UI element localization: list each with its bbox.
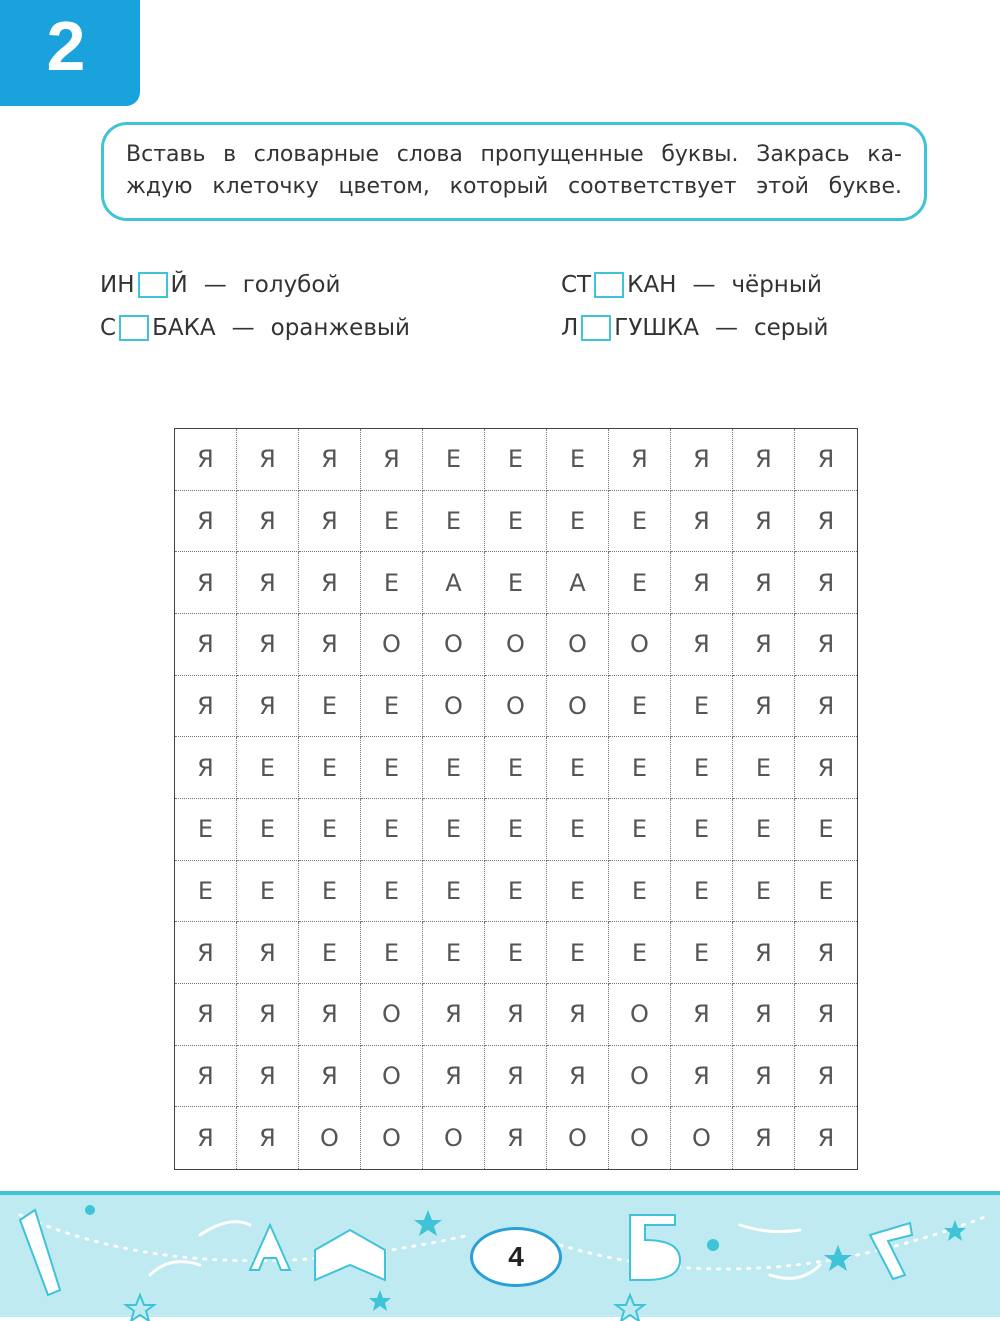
word-prefix: ИН [100,272,135,298]
grid-cell[interactable]: Я [795,552,857,614]
grid-cell[interactable]: Е [423,922,485,984]
grid-cell[interactable]: Е [423,861,485,923]
grid-cell[interactable]: Я [175,614,237,676]
grid-cell[interactable]: Е [795,861,857,923]
grid-cell[interactable]: Е [237,861,299,923]
word-suffix: Й [170,272,188,298]
grid-cell[interactable]: Я [671,984,733,1046]
missing-letter-box[interactable] [581,315,611,341]
grid-cell[interactable]: Я [237,1046,299,1108]
grid-cell[interactable]: Я [175,491,237,553]
grid-cell[interactable]: Е [299,922,361,984]
grid-cell[interactable]: Я [237,984,299,1046]
grid-cell[interactable]: Я [733,1046,795,1108]
dash: — [692,272,716,298]
grid-cell[interactable]: Е [609,922,671,984]
grid-cell[interactable]: Е [671,861,733,923]
grid-cell[interactable]: Е [361,922,423,984]
grid-cell[interactable]: Е [485,799,547,861]
grid-cell[interactable]: О [609,614,671,676]
grid-cell[interactable]: Е [175,861,237,923]
grid-cell[interactable]: Е [423,799,485,861]
grid-cell[interactable]: А [423,552,485,614]
grid-cell[interactable]: Е [671,799,733,861]
grid-cell[interactable]: Е [299,737,361,799]
grid-cell[interactable]: Я [423,984,485,1046]
word-suffix: КАН [627,272,677,298]
grid-cell[interactable]: О [609,1107,671,1169]
grid-cell[interactable]: О [485,676,547,738]
grid-cell[interactable]: Е [609,799,671,861]
grid-cell[interactable]: Е [299,676,361,738]
grid-cell[interactable]: Е [547,799,609,861]
grid-cell[interactable]: Я [671,1046,733,1108]
grid-cell[interactable]: Я [795,676,857,738]
instruction-line-1: Вставь в словарные слова пропущенные буквы. Закрась ка- [126,142,902,167]
grid-cell[interactable]: Е [485,922,547,984]
grid-cell[interactable]: Е [671,676,733,738]
grid-cell[interactable]: Е [485,861,547,923]
grid-cell[interactable]: Я [299,984,361,1046]
grid-cell[interactable]: Я [299,614,361,676]
grid-cell[interactable]: Я [671,614,733,676]
grid-cell[interactable]: Я [485,1107,547,1169]
grid-cell[interactable]: Я [733,552,795,614]
task-number: 2 [46,7,86,85]
missing-letter-box[interactable] [138,272,168,298]
grid-cell[interactable]: Е [609,676,671,738]
grid-cell[interactable]: О [547,1107,609,1169]
word-item-1 [100,268,340,302]
grid-cell[interactable]: Е [361,552,423,614]
grid-cell[interactable]: Е [733,737,795,799]
grid-cell[interactable]: Я [671,491,733,553]
grid-cell[interactable]: О [361,614,423,676]
grid-cell[interactable]: Я [175,984,237,1046]
grid-cell[interactable]: Е [547,491,609,553]
grid-cell[interactable]: Е [485,429,547,491]
grid-cell[interactable]: Е [609,552,671,614]
grid-cell[interactable]: Я [175,676,237,738]
grid-cell[interactable]: Я [175,552,237,614]
grid-cell[interactable]: Е [733,861,795,923]
word-item-2 [561,268,822,302]
grid-cell[interactable]: О [423,1107,485,1169]
grid-cell[interactable]: Я [795,491,857,553]
grid-cell[interactable]: Е [547,922,609,984]
grid-cell[interactable]: Е [485,552,547,614]
grid-cell[interactable]: О [423,676,485,738]
color-label: чёрный [731,272,822,298]
grid-cell[interactable]: Я [299,552,361,614]
grid-cell[interactable]: Е [299,799,361,861]
word-prefix: Л [561,315,579,341]
grid-cell[interactable]: Я [237,429,299,491]
grid-cell[interactable]: Е [609,861,671,923]
missing-letter-box[interactable] [119,315,149,341]
grid-cell[interactable]: Я [547,984,609,1046]
grid-cell[interactable]: Я [423,1046,485,1108]
grid-cell[interactable]: О [299,1107,361,1169]
grid-cell[interactable]: О [671,1107,733,1169]
grid-cell[interactable]: Я [733,984,795,1046]
letter-grid [174,428,858,1170]
grid-cell[interactable]: Я [817,1124,835,1153]
grid-cell[interactable]: Я [671,429,733,491]
grid-cell[interactable]: Я [237,922,299,984]
grid-cell[interactable]: Е [609,491,671,553]
task-number-badge [0,0,140,106]
grid-cell[interactable]: Е [485,737,547,799]
grid-cell[interactable]: Е [671,737,733,799]
grid-cell[interactable]: Я [299,429,361,491]
grid-cell[interactable]: Я [237,614,299,676]
grid-cell[interactable]: Я [795,614,857,676]
grid-cell[interactable]: Е [237,799,299,861]
grid-cell[interactable]: Е [299,861,361,923]
grid-cell[interactable]: Е [671,922,733,984]
grid-cell[interactable]: Е [361,676,423,738]
grid-cell[interactable]: Е [733,799,795,861]
grid-cell[interactable]: Я [733,614,795,676]
grid-cell[interactable]: Я [485,984,547,1046]
grid-cell[interactable]: Я [733,676,795,738]
page-number: 4 [470,1227,562,1287]
grid-cell[interactable]: Е [361,861,423,923]
grid-cell[interactable]: Я [175,1107,237,1169]
grid-cell[interactable]: Я [237,491,299,553]
grid-cell[interactable]: Е [175,799,237,861]
grid-cell[interactable]: О [609,984,671,1046]
grid-cell[interactable]: Я [795,984,857,1046]
grid-cell[interactable]: Я [175,1046,237,1108]
grid-cell[interactable]: Я [795,922,857,984]
missing-letter-box[interactable] [594,272,624,298]
instruction-box [101,122,927,221]
color-label: оранжевый [270,315,410,341]
dash: — [231,315,255,341]
grid-cell[interactable]: О [547,676,609,738]
grid-cell[interactable]: О [361,1046,423,1108]
grid-cell[interactable]: Я [237,552,299,614]
grid-cell[interactable]: Е [547,861,609,923]
grid-cell[interactable]: Я [547,1046,609,1108]
grid-cell[interactable]: О [547,614,609,676]
grid-cell[interactable]: Я [175,922,237,984]
grid-cell[interactable]: О [485,614,547,676]
grid-cell[interactable]: Е [361,737,423,799]
word-item-3 [100,311,410,345]
grid-cell[interactable]: Е [423,491,485,553]
grid-cell[interactable]: Е [547,737,609,799]
word-item-4 [561,311,829,345]
grid-cell[interactable]: О [361,984,423,1046]
grid-cell[interactable]: Я [299,1046,361,1108]
grid-cell[interactable]: Я [733,491,795,553]
color-label: голубой [242,272,341,298]
grid-cell[interactable]: Я [609,429,671,491]
grid-cell[interactable]: А [547,552,609,614]
grid-cell[interactable]: Я [795,737,857,799]
instruction-line-2: ждую клеточку цветом, который соответствует этой букве. [126,174,902,199]
word-suffix: ГУШКА [614,315,699,341]
word-suffix: БАКА [152,315,216,341]
grid-cell[interactable]: О [609,1046,671,1108]
grid-cell[interactable]: Я [485,1046,547,1108]
grid-cell[interactable]: Е [237,737,299,799]
grid-cell[interactable]: Я [795,1046,857,1108]
word-prefix: СТ [561,272,592,298]
grid-cell[interactable]: Я [795,429,857,491]
grid-cell[interactable]: Я [237,676,299,738]
grid-cell[interactable]: Я [733,429,795,491]
grid-cell[interactable]: О [423,614,485,676]
grid-cell[interactable]: Е [361,491,423,553]
grid-cell[interactable]: Я [733,922,795,984]
grid-cell[interactable]: Е [485,491,547,553]
grid-cell[interactable]: Е [547,429,609,491]
grid-cell[interactable]: Я [175,429,237,491]
grid-cell[interactable]: Я [733,1107,795,1169]
grid-cell[interactable]: О [361,1107,423,1169]
grid-cell[interactable]: Е [423,737,485,799]
grid-cell[interactable]: Я [671,552,733,614]
grid-cell[interactable]: Я [299,491,361,553]
grid-cell[interactable]: Е [795,799,857,861]
grid-cell[interactable]: Е [361,799,423,861]
grid-cell[interactable]: Е [609,737,671,799]
grid-cell[interactable]: Я [237,1107,299,1169]
word-prefix: С [100,315,117,341]
grid-cell[interactable]: Е [423,429,485,491]
grid-cell[interactable]: Я [361,429,423,491]
dash: — [715,315,738,341]
color-label: серый [754,315,829,341]
grid-cell[interactable]: Я [175,737,237,799]
dash: — [203,272,227,298]
